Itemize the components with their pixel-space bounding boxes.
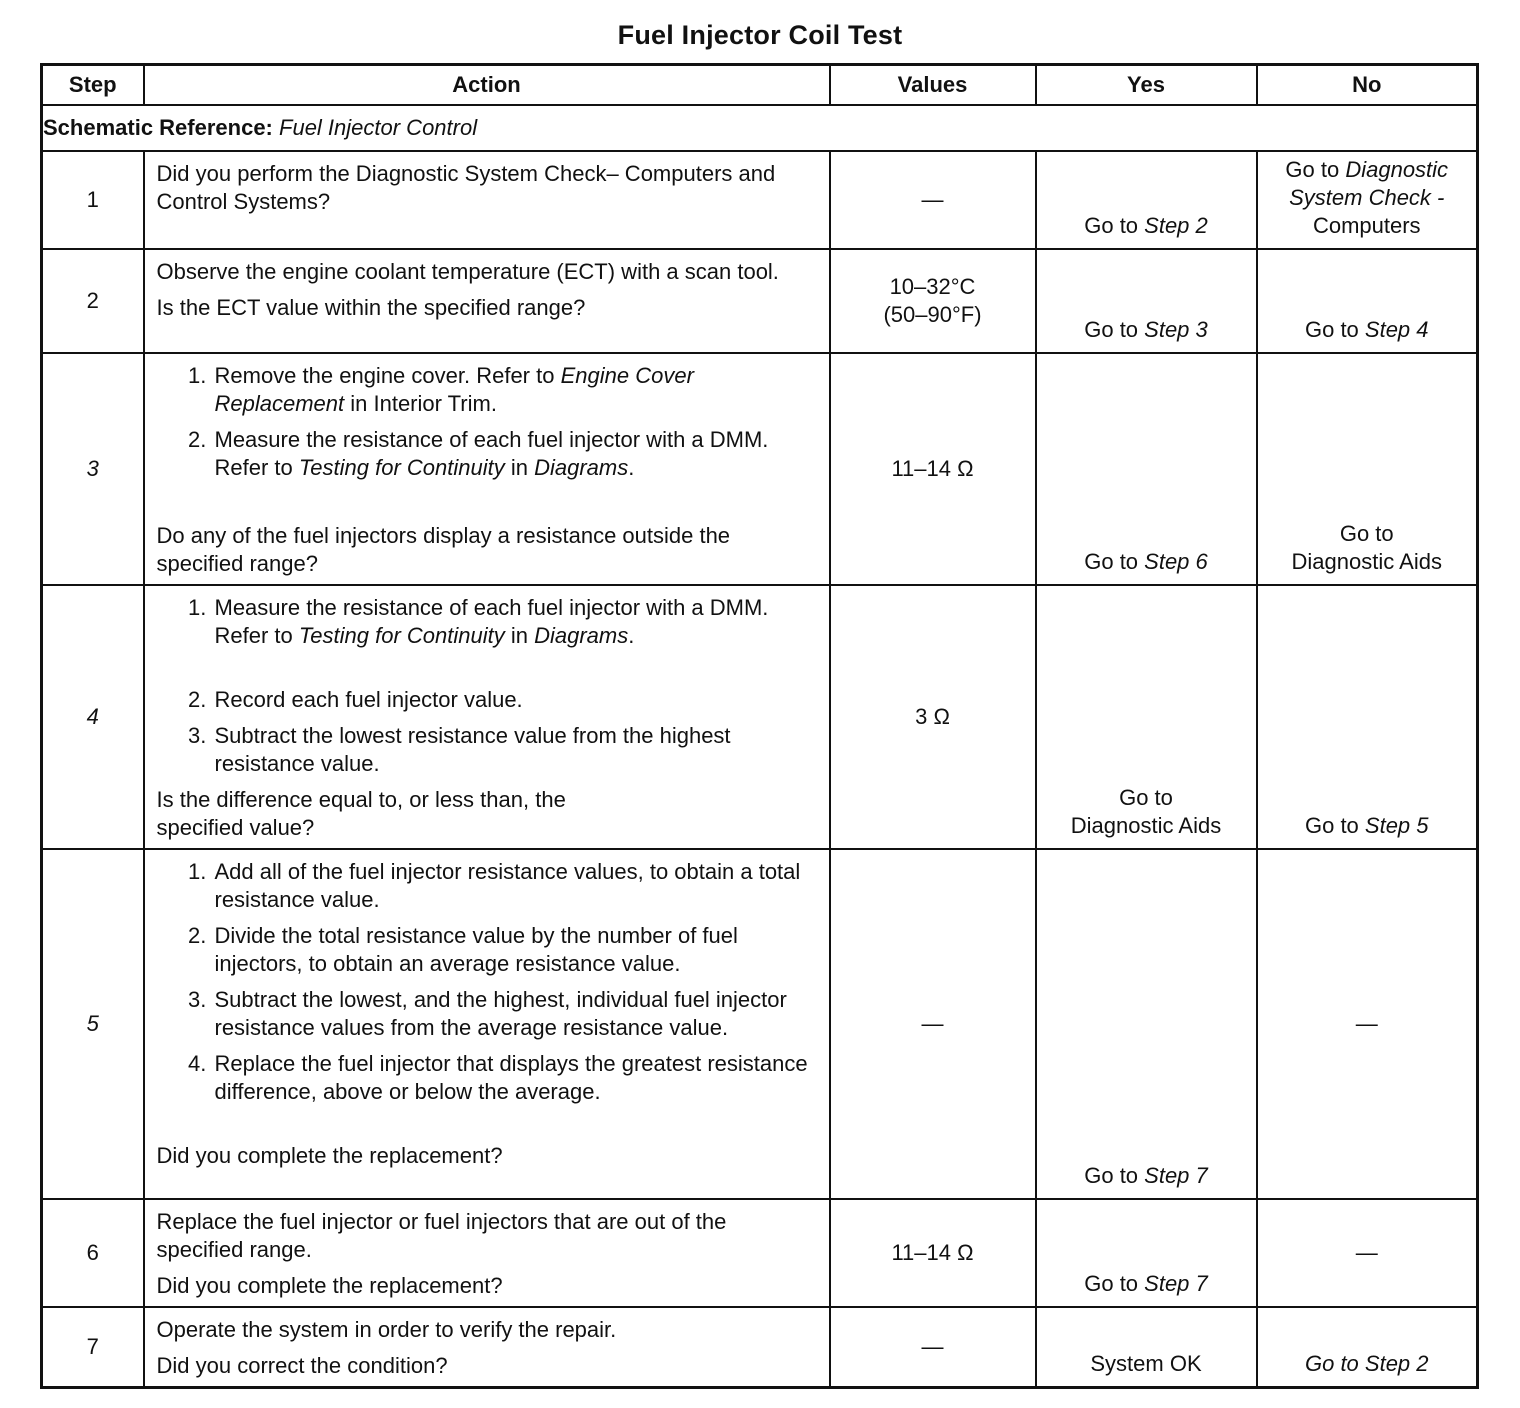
yes-text: Go to bbox=[1084, 549, 1145, 574]
values-cell bbox=[830, 1199, 1036, 1307]
no-cell bbox=[1257, 249, 1478, 353]
table-row bbox=[42, 1307, 1478, 1388]
action-question: Did you correct the condition? bbox=[156, 1353, 448, 1378]
header-action: Action bbox=[144, 65, 830, 106]
yes-link: Step 3 bbox=[1144, 317, 1208, 342]
no-cell bbox=[1257, 1307, 1478, 1388]
list-item: 1. Add all of the fuel injector resistance values, to obtain a total resistance value. bbox=[213, 858, 819, 914]
yes-link: Step 7 bbox=[1144, 1163, 1208, 1188]
yes-cell bbox=[1036, 1199, 1257, 1307]
action-question: Is the difference equal to, or less than, the specified value? bbox=[156, 787, 566, 840]
no-link: Step 4 bbox=[1364, 317, 1429, 342]
yes-text: Go to bbox=[1084, 213, 1145, 238]
no-text: Go to bbox=[1304, 317, 1365, 342]
no-text: Go to bbox=[1304, 813, 1365, 838]
page-title: Fuel Injector Coil Test bbox=[617, 20, 903, 50]
schematic-label: Schematic Reference: bbox=[43, 115, 273, 140]
value-line-2: (50–90°F) bbox=[883, 302, 982, 327]
yes-text: Go to bbox=[1084, 1163, 1145, 1188]
value-text: 11–14 Ω bbox=[891, 456, 974, 481]
table-row bbox=[42, 249, 1478, 353]
yes-text: Go to bbox=[1084, 317, 1145, 342]
yes-cell bbox=[1036, 585, 1257, 849]
yes-cell bbox=[1036, 249, 1257, 353]
list-item: 3. Subtract the lowest, and the highest, individual fuel injector resistance values from the average resistance value. bbox=[213, 986, 819, 1042]
action-steps bbox=[157, 362, 819, 482]
item-reference: Diagrams bbox=[534, 623, 629, 648]
table-row bbox=[42, 151, 1478, 249]
action-steps bbox=[157, 594, 819, 778]
list-item: 2. Divide the total resistance value by the number of fuel injectors, to obtain an average resistance value. bbox=[213, 922, 819, 978]
no-cell bbox=[1257, 849, 1478, 1199]
item-reference: Engine Cover Replacement bbox=[214, 363, 694, 416]
value-text: — bbox=[921, 1011, 944, 1036]
yes-link: Step 6 bbox=[1144, 549, 1208, 574]
step-number: 5 bbox=[42, 849, 144, 1199]
no-text: Go to bbox=[1285, 157, 1346, 182]
no-text-continued: Diagnostic Aids bbox=[1291, 549, 1442, 574]
action-text: Did you perform the Diagnostic System Check– Computers and Control Systems? bbox=[156, 161, 776, 214]
action-cell bbox=[144, 151, 830, 249]
table-row bbox=[42, 353, 1478, 585]
no-text-continued: Computers bbox=[1312, 213, 1421, 238]
yes-cell bbox=[1036, 1307, 1257, 1388]
list-item bbox=[213, 594, 819, 650]
step-number: 4 bbox=[42, 585, 144, 849]
schematic-reference-row bbox=[42, 105, 1478, 151]
yes-cell bbox=[1036, 849, 1257, 1199]
action-cell bbox=[144, 249, 830, 353]
header-no: No bbox=[1257, 65, 1478, 106]
no-text: — bbox=[1355, 1240, 1378, 1265]
values-cell bbox=[830, 353, 1036, 585]
item-text: Measure the resistance of each fuel injector with a DMM. Refer to bbox=[214, 427, 769, 480]
yes-text-continued: Diagnostic Aids bbox=[1070, 813, 1222, 838]
action-cell bbox=[144, 1199, 830, 1307]
item-reference: Diagrams bbox=[534, 455, 629, 480]
item-text: . bbox=[628, 623, 635, 648]
yes-link: Step 7 bbox=[1144, 1271, 1208, 1296]
value-text: 11–14 Ω bbox=[891, 1240, 974, 1265]
values-cell bbox=[830, 585, 1036, 849]
item-reference: Testing for Continuity bbox=[298, 455, 505, 480]
item-text: Remove the engine cover. Refer to bbox=[214, 363, 561, 388]
no-cell bbox=[1257, 1199, 1478, 1307]
action-text: Replace the fuel injector or fuel injectors that are out of the specified range. bbox=[156, 1209, 727, 1262]
no-cell bbox=[1257, 151, 1478, 249]
yes-text: System OK bbox=[1090, 1351, 1202, 1376]
list-item bbox=[213, 426, 819, 482]
values-cell bbox=[830, 849, 1036, 1199]
schematic-value: Fuel Injector Control bbox=[279, 115, 478, 140]
schematic-reference bbox=[42, 105, 1478, 151]
yes-cell bbox=[1036, 151, 1257, 249]
action-cell bbox=[144, 1307, 830, 1388]
no-link: Diagnostic System Check - bbox=[1289, 157, 1449, 210]
header-yes: Yes bbox=[1036, 65, 1257, 106]
header-values: Values bbox=[830, 65, 1036, 106]
values-cell bbox=[830, 249, 1036, 353]
item-text: in bbox=[504, 455, 535, 480]
header-row bbox=[42, 65, 1478, 106]
yes-link: Step 2 bbox=[1144, 213, 1208, 238]
item-text: in Interior Trim. bbox=[344, 391, 497, 416]
no-cell bbox=[1257, 585, 1478, 849]
no-link: Go to Step 2 bbox=[1304, 1351, 1429, 1376]
table-row bbox=[42, 849, 1478, 1199]
step-number: 7 bbox=[42, 1307, 144, 1388]
no-link: Step 5 bbox=[1364, 813, 1429, 838]
table-row bbox=[42, 585, 1478, 849]
action-question: Is the ECT value within the specified range? bbox=[156, 295, 586, 320]
item-text: . bbox=[628, 455, 635, 480]
action-steps bbox=[157, 858, 819, 1106]
step-number: 2 bbox=[42, 249, 144, 353]
action-cell bbox=[144, 849, 830, 1199]
item-text: Measure the resistance of each fuel injector with a DMM. Refer to bbox=[214, 595, 769, 648]
no-text: — bbox=[1355, 1011, 1378, 1036]
list-item: 2. Record each fuel injector value. bbox=[213, 686, 819, 714]
value-text: — bbox=[921, 187, 944, 212]
yes-text: Go to bbox=[1119, 785, 1173, 810]
action-cell bbox=[144, 585, 830, 849]
step-number: 6 bbox=[42, 1199, 144, 1307]
value-text: — bbox=[921, 1334, 944, 1359]
value-text: 3 Ω bbox=[915, 704, 950, 729]
item-reference: Testing for Continuity bbox=[298, 623, 505, 648]
values-cell bbox=[830, 151, 1036, 249]
action-question: Did you complete the replacement? bbox=[156, 1273, 503, 1298]
step-number: 1 bbox=[42, 151, 144, 249]
yes-text: Go to bbox=[1084, 1271, 1145, 1296]
values-cell bbox=[830, 1307, 1036, 1388]
action-question: Did you complete the replacement? bbox=[156, 1143, 503, 1168]
yes-cell bbox=[1036, 353, 1257, 585]
no-cell bbox=[1257, 353, 1478, 585]
action-text: Observe the engine coolant temperature (ECT) with a scan tool. bbox=[156, 259, 779, 284]
header-step: Step bbox=[42, 65, 144, 106]
no-text: Go to bbox=[1339, 521, 1394, 546]
item-text: in bbox=[504, 623, 535, 648]
list-item: 4. Replace the fuel injector that displays the greatest resistance difference, above or below the average. bbox=[213, 1050, 819, 1106]
action-question: Do any of the fuel injectors display a resistance outside the specified range? bbox=[156, 523, 731, 576]
action-cell bbox=[144, 353, 830, 585]
step-number: 3 bbox=[42, 353, 144, 585]
value-line-1: 10–32°C bbox=[889, 274, 976, 299]
list-item: 3. Subtract the lowest resistance value from the highest resistance value. bbox=[213, 722, 819, 778]
action-text: Operate the system in order to verify the repair. bbox=[156, 1317, 617, 1342]
diagnostic-table bbox=[40, 63, 1479, 1389]
table-row bbox=[42, 1199, 1478, 1307]
list-item bbox=[213, 362, 819, 418]
